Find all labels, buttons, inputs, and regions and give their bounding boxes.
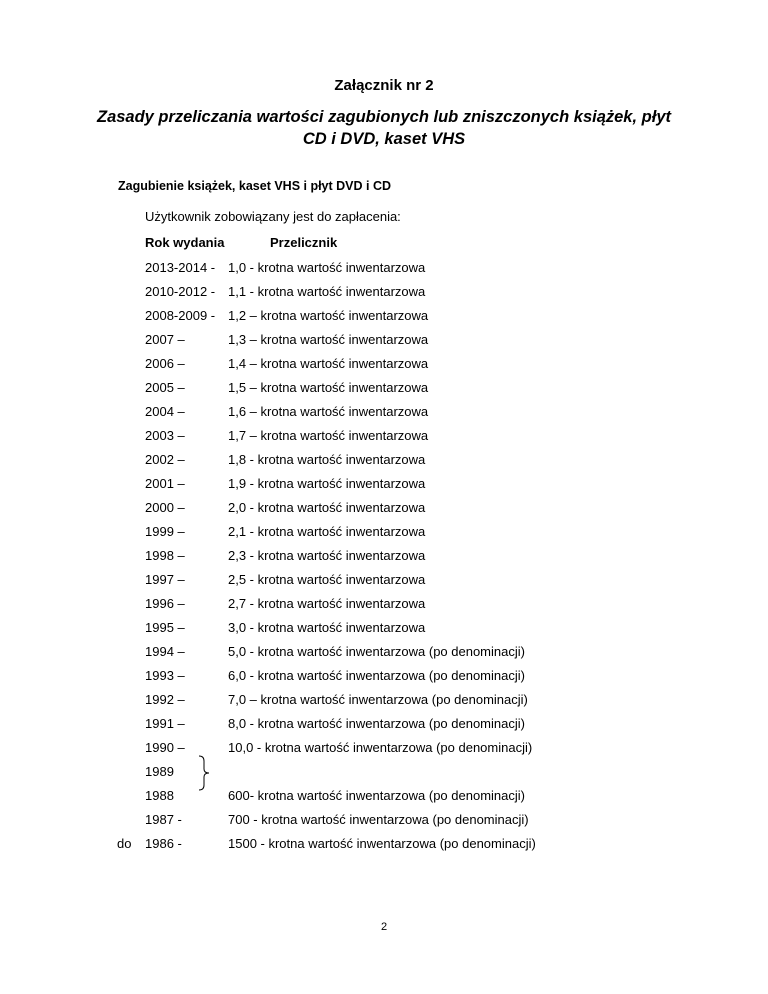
table-row [0, 835, 768, 853]
row-year: 1996 – [145, 596, 185, 611]
table-row [0, 259, 768, 277]
row-year: 1986 - [145, 836, 182, 851]
row-year: 2000 – [145, 500, 185, 515]
row-rate: 1,8 - krotna wartość inwentarzowa [228, 452, 426, 467]
row-year: 2001 – [145, 476, 185, 491]
row-year: 1990 – [145, 740, 185, 755]
column-header-year: Rok wydania [145, 235, 225, 250]
table-row [0, 691, 768, 709]
row-year: 2013-2014 - [145, 260, 216, 275]
row-rate: 6,0 - krotna wartość inwentarzowa (po denominacji) [228, 668, 525, 683]
row-rate: 600- krotna wartość inwentarzowa (po denominacji) [228, 788, 525, 803]
row-rate: 2,1 - krotna wartość inwentarzowa [228, 524, 426, 539]
row-year: 2002 – [145, 452, 185, 467]
row-year: 1987 - [145, 812, 182, 827]
table-row [0, 595, 768, 613]
table-row [0, 355, 768, 373]
row-rate: 8,0 - krotna wartość inwentarzowa (po denominacji) [228, 716, 525, 731]
table-row [0, 523, 768, 541]
row-rate: 1,0 - krotna wartość inwentarzowa [228, 260, 426, 275]
row-year: 1992 – [145, 692, 185, 707]
row-rate: 1,3 – krotna wartość inwentarzowa [228, 332, 429, 347]
table-row [0, 739, 768, 757]
row-year: 1993 – [145, 668, 185, 683]
row-rate: 1,2 – krotna wartość inwentarzowa [228, 308, 429, 323]
table-row [0, 403, 768, 421]
table-row [0, 307, 768, 325]
table-row [0, 475, 768, 493]
row-rate: 2,7 - krotna wartość inwentarzowa [228, 596, 426, 611]
row-rate: 5,0 - krotna wartość inwentarzowa (po denominacji) [228, 644, 525, 659]
table-row [0, 619, 768, 637]
row-rate: 1,4 – krotna wartość inwentarzowa [228, 356, 429, 371]
table-row [0, 715, 768, 733]
row-rate: 7,0 – krotna wartość inwentarzowa (po denominacji) [228, 692, 528, 707]
row-year: 2004 – [145, 404, 185, 419]
table-row [0, 499, 768, 517]
row-year: 2006 – [145, 356, 185, 371]
row-rate: 1,7 – krotna wartość inwentarzowa [228, 428, 429, 443]
row-year: 1995 – [145, 620, 185, 635]
row-rate: 1,1 - krotna wartość inwentarzowa [228, 284, 426, 299]
row-rate: 2,5 - krotna wartość inwentarzowa [228, 572, 426, 587]
page-title: Załącznik nr 2 [334, 77, 434, 94]
row-year: 1989 [145, 764, 174, 779]
curly-brace-icon [197, 755, 211, 791]
row-rate: 2,3 - krotna wartość inwentarzowa [228, 548, 426, 563]
table-row [0, 547, 768, 565]
row-year: 1999 – [145, 524, 185, 539]
column-header-rate: Przelicznik [270, 235, 338, 250]
table-row [0, 379, 768, 397]
row-year: 2008-2009 - [145, 308, 216, 323]
row-year: 2007 – [145, 332, 185, 347]
row-rate: 1500 - krotna wartość inwentarzowa (po denominacji) [228, 836, 536, 851]
section-heading: Zagubienie książek, kaset VHS i płyt DVD i CD [118, 179, 392, 193]
table-row [0, 763, 768, 781]
row-year: 1991 – [145, 716, 185, 731]
table-row [0, 787, 768, 805]
table-row [0, 331, 768, 349]
row-year: 2003 – [145, 428, 185, 443]
row-rate: 10,0 - krotna wartość inwentarzowa (po denominacji) [228, 740, 533, 755]
table-row [0, 283, 768, 301]
table-row [0, 571, 768, 589]
intro-text: Użytkownik zobowiązany jest do zapłacenia: [145, 209, 401, 224]
row-prefix: do [117, 836, 132, 851]
table-row [0, 811, 768, 829]
row-rate: 3,0 - krotna wartość inwentarzowa [228, 620, 426, 635]
row-rate: 1,5 – krotna wartość inwentarzowa [228, 380, 429, 395]
row-rate: 2,0 - krotna wartość inwentarzowa [228, 500, 426, 515]
row-year: 2005 – [145, 380, 185, 395]
table-row [0, 667, 768, 685]
table-row [0, 643, 768, 661]
row-rate: 1,9 - krotna wartość inwentarzowa [228, 476, 426, 491]
table-row [0, 427, 768, 445]
row-year: 1998 – [145, 548, 185, 563]
row-year: 1994 – [145, 644, 185, 659]
row-year: 2010-2012 - [145, 284, 216, 299]
page-number: 2 [380, 921, 388, 933]
row-rate: 1,6 – krotna wartość inwentarzowa [228, 404, 429, 419]
row-year: 1988 [145, 788, 174, 803]
table-row [0, 451, 768, 469]
row-year: 1997 – [145, 572, 185, 587]
row-rate: 700 - krotna wartość inwentarzowa (po denominacji) [228, 812, 529, 827]
document-subtitle: Zasady przeliczania wartości zagubionych lub zniszczonych książek, płyt CD i DVD, kaset VHS [96, 108, 671, 148]
